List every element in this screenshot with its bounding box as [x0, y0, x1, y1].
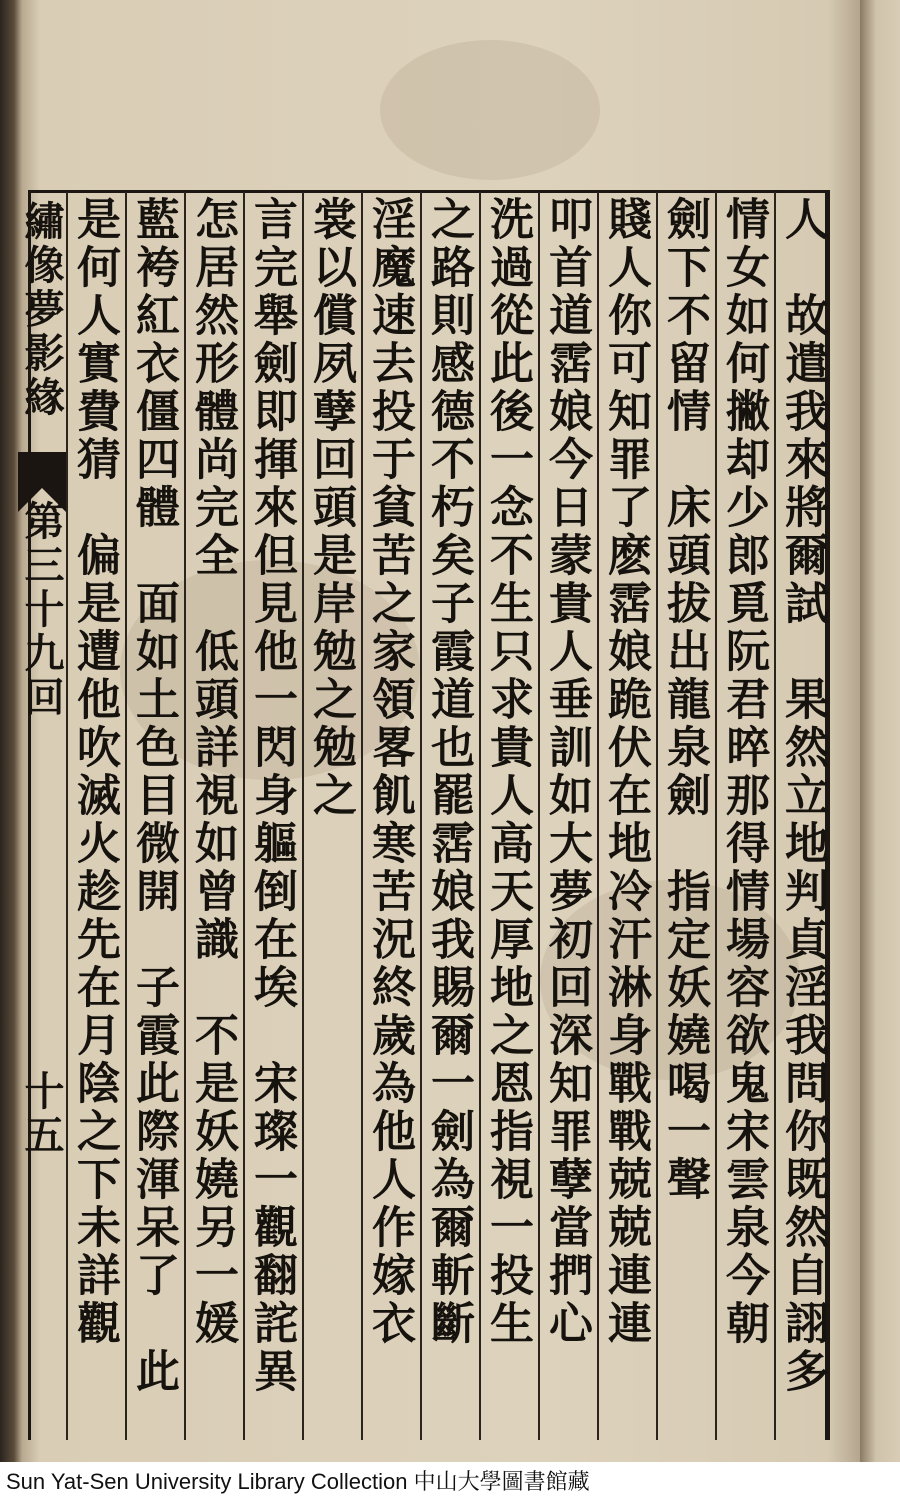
- paper-stain: [380, 40, 600, 180]
- text-column-10: 言完舉劍即揮來但見他一閃身軀倒在埃 宋璨一觀翻詫異: [246, 196, 297, 1396]
- text-column-7: 之路則感德不朽矣子霞道也罷霑娘我賜爾一劍為爾斬斷: [423, 196, 474, 1348]
- column-rule: [538, 192, 540, 1440]
- column-rule: [420, 192, 422, 1440]
- column-rule: [302, 192, 304, 1440]
- column-rule: [479, 192, 481, 1440]
- text-column-3: 劍下不留情 床頭拔出龍泉劍 指定妖嬈喝一聲: [659, 196, 710, 1204]
- text-column-6: 洗過從此後一念不生只求貴人高天厚地之恩指視一投生: [482, 196, 533, 1348]
- book-title: 繡像夢影緣: [18, 200, 65, 420]
- column-rule: [243, 192, 245, 1440]
- text-column-11: 怎居然形體尚完全 低頭詳視如曾識 不是妖嬈另一媛: [187, 196, 238, 1348]
- text-column-5: 叩首道霑娘今日蒙貴人垂訓如大夢初回深知罪孽當捫心: [541, 196, 592, 1348]
- text-column-1: 人 故遣我來將爾試 果然立地判貞淫我問你既然自詡多: [777, 196, 828, 1396]
- right-page-edge: [860, 0, 900, 1502]
- column-rule: [715, 192, 717, 1440]
- page-number: 十五: [18, 1070, 65, 1158]
- text-column-13: 是何人實費猜 偏是遭他吹滅火趁先在月陰之下未詳觀: [69, 196, 120, 1348]
- text-column-9: 裳以償夙孽回頭是岸勉之勉之: [305, 196, 356, 820]
- collection-credit: Sun Yat-Sen University Library Collection 中山大學圖書館藏: [0, 1462, 900, 1502]
- column-rule: [66, 192, 68, 1440]
- text-column-12: 藍袴紅衣僵四體 面如土色目微開 子霞此際渾呆了 此: [128, 196, 179, 1396]
- column-rule: [125, 192, 127, 1440]
- column-rule: [774, 192, 776, 1440]
- column-rule: [656, 192, 658, 1440]
- chapter-label: 第三十九回: [18, 500, 65, 720]
- text-column-4: 賤人你可知罪了麽霑娘跪伏在地冷汗淋身戰戰兢兢連連: [600, 196, 651, 1348]
- column-rule: [597, 192, 599, 1440]
- column-rule: [361, 192, 363, 1440]
- text-column-2: 情女如何撇却少郎覓阮君晬那得情場容欲鬼宋雲泉今朝: [718, 196, 769, 1348]
- block-heart-margin: [16, 200, 66, 1440]
- column-rule: [184, 192, 186, 1440]
- text-column-8: 淫魔速去投于貧苦之家領畧飢寒苦況終歲為他人作嫁衣: [364, 196, 415, 1348]
